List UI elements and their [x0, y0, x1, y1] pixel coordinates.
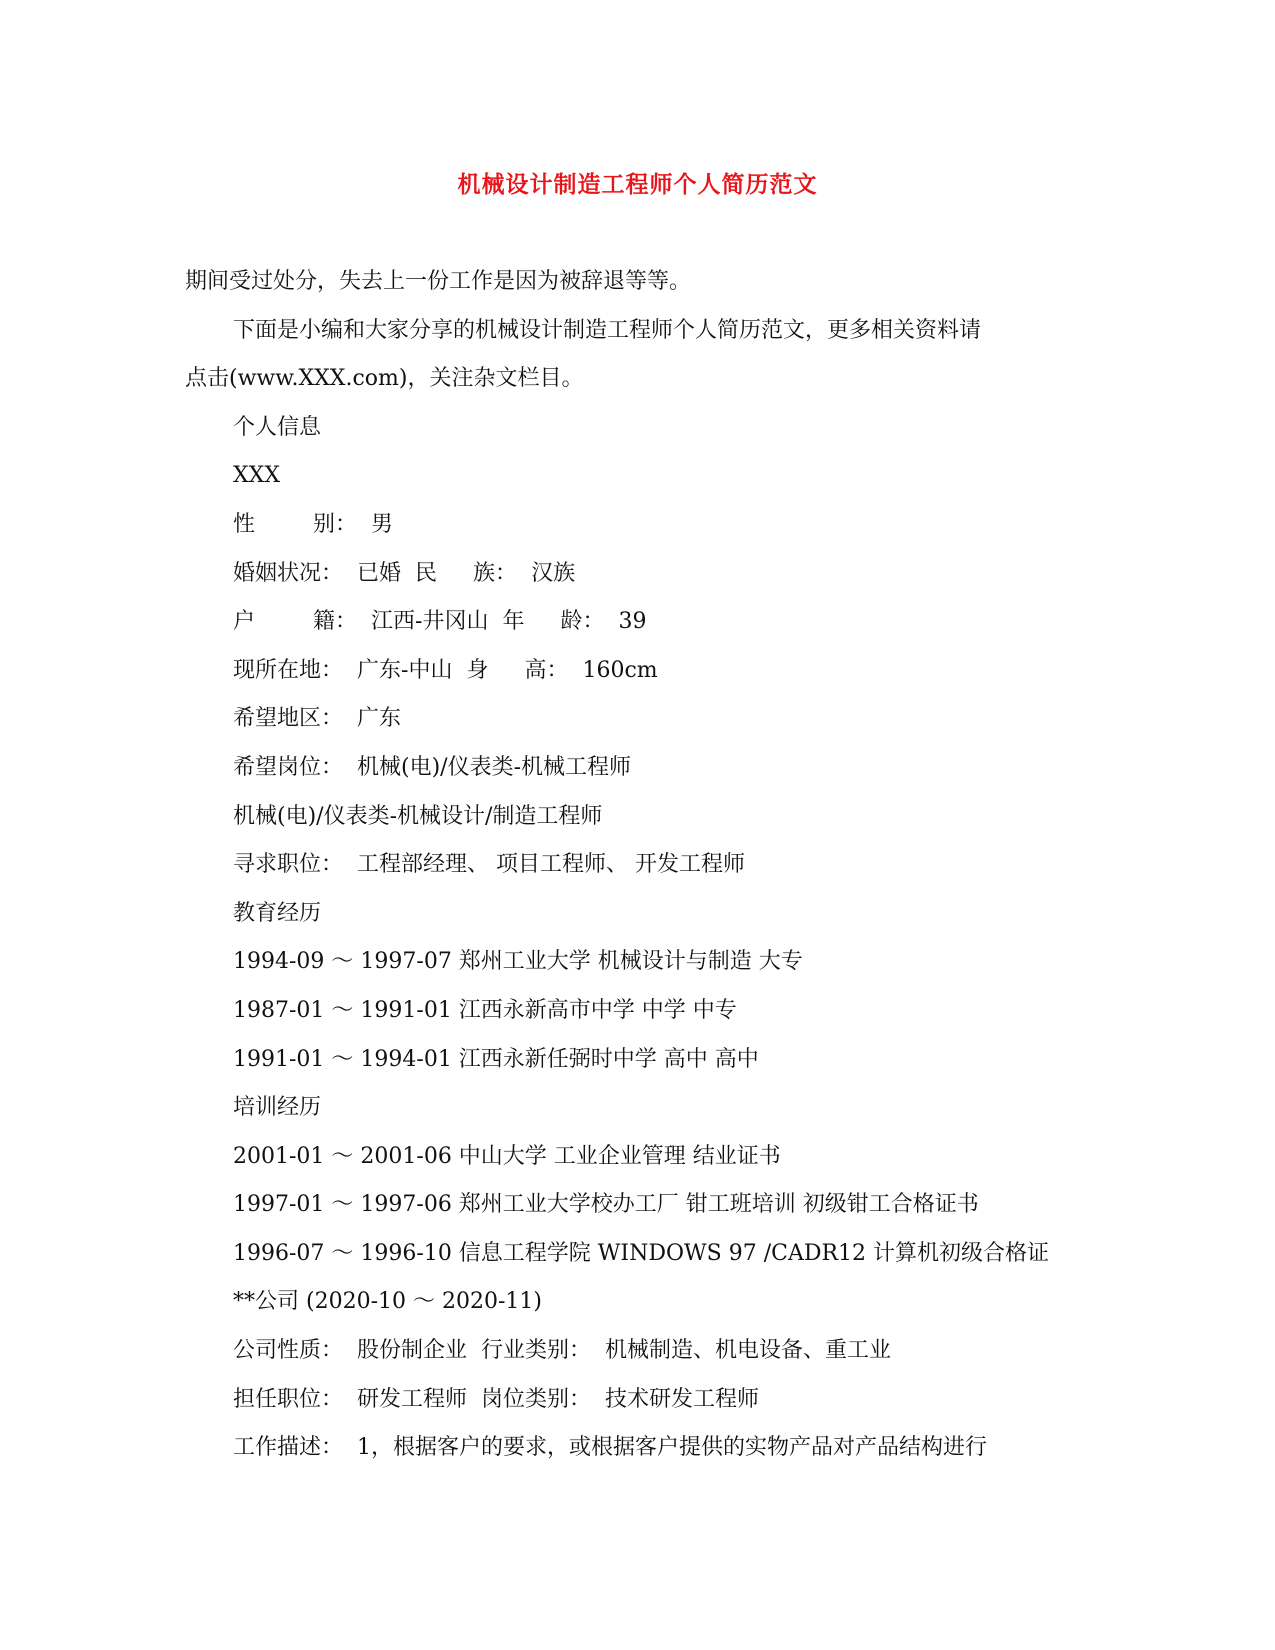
- seek-row: [185, 841, 1085, 890]
- marital-row: [185, 550, 1085, 599]
- paragraph-share-line2: 点击(www.XXX.com)，关注杂文栏目。: [185, 366, 584, 392]
- ethnic-label-b: 族：: [473, 560, 518, 586]
- paragraph-intro-end: 期间受过处分，失去上一份工作是因为被辞退等等。: [185, 269, 692, 294]
- height-value: 160cm: [582, 657, 658, 683]
- name-value: XXX: [233, 463, 280, 489]
- post-type-value: 技术研发工程师: [605, 1386, 760, 1412]
- post-label: 希望岗位：: [233, 754, 344, 780]
- desc-label: 工作描述：: [233, 1435, 344, 1461]
- height-label-b: 高：: [524, 657, 569, 683]
- section-heading-training: 培训经历: [233, 1095, 322, 1121]
- post-value-2: 机械(电)/仪表类-机械设计/制造工程师: [233, 803, 603, 829]
- hukou-row: [185, 598, 1085, 647]
- region-value: 广东: [357, 706, 402, 732]
- age-label-a: 年: [502, 609, 525, 635]
- marital-value: 已婚: [357, 560, 402, 586]
- ethnic-label-a: 民: [415, 560, 438, 586]
- education-row: 1991-01 ～ 1994-01 江西永新任弼时中学 高中 高中: [233, 1046, 759, 1072]
- document-title: 机械设计制造工程师个人简历范文: [457, 171, 818, 198]
- gender-label-b: 别：: [313, 511, 358, 537]
- industry-value: 机械制造、机电设备、重工业: [605, 1338, 892, 1364]
- location-row: [185, 647, 1085, 696]
- hukou-label-a: 户: [233, 609, 256, 635]
- location-label: 现所在地：: [233, 657, 344, 683]
- region-label: 希望地区：: [233, 706, 344, 732]
- location-value: 广东-中山: [357, 657, 453, 683]
- gender-label-a: 性: [233, 511, 256, 537]
- post-value-1: 机械(电)/仪表类-机械工程师: [357, 754, 632, 780]
- section-heading-personal: 个人信息: [233, 414, 322, 440]
- marital-label: 婚姻状况：: [233, 560, 344, 586]
- post-row: [185, 744, 1085, 793]
- hukou-value: 江西-井冈山: [371, 609, 489, 635]
- ethnic-value: 汉族: [531, 560, 576, 586]
- education-row: 1994-09 ～ 1997-07 郑州工业大学 机械设计与制造 大专: [233, 949, 803, 975]
- desc-value: 1，根据客户的要求，或根据客户提供的实物产品对产品结构进行: [357, 1435, 988, 1461]
- training-row: 1996-07 ～ 1996-10 信息工程学院 WINDOWS 97 /CADR12 计算机初级合格证: [233, 1240, 1050, 1266]
- role-value: 研发工程师: [357, 1386, 468, 1412]
- nature-label: 公司性质：: [233, 1338, 344, 1364]
- education-row: 1987-01 ～ 1991-01 江西永新高市中学 中学 中专: [233, 997, 737, 1023]
- role-label: 担任职位：: [233, 1386, 344, 1412]
- height-label-a: 身: [466, 657, 489, 683]
- gender-value: 男: [371, 511, 394, 537]
- age-value: 39: [618, 609, 647, 635]
- age-label-b: 龄：: [560, 609, 605, 635]
- nature-value: 股份制企业: [357, 1338, 468, 1364]
- paragraph-share-line1: 下面是小编和大家分享的机械设计制造工程师个人简历范文，更多相关资料请: [233, 317, 982, 343]
- industry-label: 行业类别：: [481, 1338, 592, 1364]
- gender-row: [185, 501, 1085, 550]
- work-role-row: [185, 1376, 1085, 1425]
- document-body: [185, 258, 1085, 1473]
- section-heading-education: 教育经历: [233, 900, 322, 926]
- post-type-label: 岗位类别：: [481, 1386, 592, 1412]
- training-row: 2001-01 ～ 2001-06 中山大学 工业企业管理 结业证书: [233, 1143, 781, 1169]
- seek-label: 寻求职位：: [233, 852, 344, 878]
- training-row: 1997-01 ～ 1997-06 郑州工业大学校办工厂 钳工班培训 初级钳工合格证书: [233, 1192, 979, 1218]
- region-row: [185, 695, 1085, 744]
- work-nature-row: [185, 1327, 1085, 1376]
- hukou-label-b: 籍：: [313, 609, 358, 635]
- work-company: **公司 (2020-10 ～ 2020-11): [233, 1289, 542, 1315]
- work-desc-row: [185, 1424, 1085, 1473]
- seek-value: 工程部经理、 项目工程师、 开发工程师: [357, 852, 746, 878]
